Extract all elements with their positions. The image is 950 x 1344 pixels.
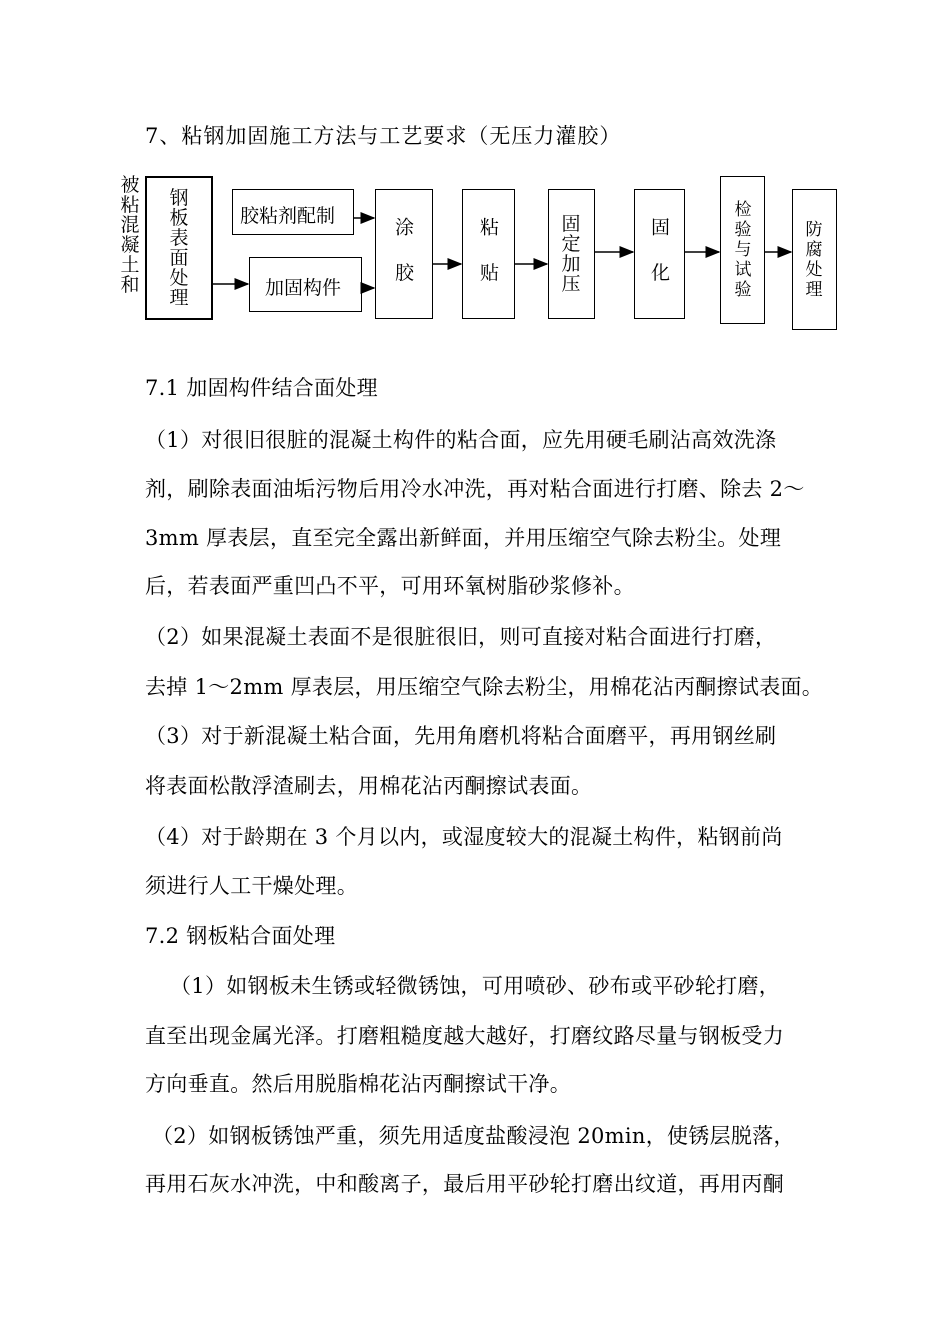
- paragraph-line: （2）如果混凝土表面不是很脏很旧，则可直接对粘合面进行打磨，: [145, 625, 777, 649]
- flow-side-label: 被粘混凝土和: [120, 174, 140, 296]
- paragraph-line: （1）如钢板未生锈或轻微锈蚀，可用喷砂、砂布或平砂轮打磨，: [170, 974, 781, 998]
- section-heading: 7、粘钢加固施工方法与工艺要求（无压力灌胶）: [145, 124, 622, 148]
- box-member-label: 加固构件: [265, 277, 342, 299]
- paragraph-line: （2）如钢板锈蚀严重，须先用适度盐酸浸泡 20min，使锈层脱落，: [152, 1124, 795, 1148]
- box-anticorrosion-label: 防腐处理: [805, 219, 823, 300]
- paragraph-line: 3mm 厚表层，直至完全露出新鲜面，并用压缩空气除去粉尘。处理: [145, 526, 782, 550]
- paragraph-line: 再用石灰水冲洗，中和酸离子，最后用平砂轮打磨出纹道，再用丙酮: [145, 1172, 784, 1196]
- box-stick-label: 粘 贴: [477, 216, 499, 292]
- paragraph-line: 方向垂直。然后用脱脂棉花沾丙酮擦试干净。: [145, 1072, 571, 1096]
- box-inspect-label: 检验与试验: [734, 200, 752, 300]
- box-steel-surface-label: 钢板表面处理: [169, 187, 189, 309]
- box-cure-label: 固 化: [648, 216, 670, 292]
- box-fix-press-label: 固定加压: [561, 213, 581, 295]
- paragraph-line: （1）对很旧很脏的混凝土构件的粘合面，应先用硬毛刷沾高效洗涤: [145, 428, 777, 452]
- paragraph-line: 剂，刷除表面油垢污物后用冷水冲洗，再对粘合面进行打磨、除去 2～: [145, 477, 805, 501]
- paragraph-line: 直至出现金属光泽。打磨粗糙度越大越好，打磨纹路尽量与钢板受力: [145, 1024, 784, 1048]
- paragraph-line: （4）对于龄期在 3 个月以内，或湿度较大的混凝土构件，粘钢前尚: [145, 825, 783, 849]
- paragraph-line: 将表面松散浮渣刷去，用棉花沾丙酮擦试表面。: [145, 774, 593, 798]
- paragraph-line: （3）对于新混凝土粘合面，先用角磨机将粘合面磨平，再用钢丝刷: [145, 724, 777, 748]
- paragraph-line: 去掉 1～2mm 厚表层，用压缩空气除去粉尘，用棉花沾丙酮擦试表面。: [145, 675, 824, 699]
- flow-arrows: [0, 0, 950, 345]
- section-7-2-title: 7.2 钢板粘合面处理: [145, 924, 336, 948]
- paragraph-line: 须进行人工干燥处理。: [145, 874, 358, 898]
- box-apply-glue-label: 涂 胶: [392, 216, 414, 292]
- paragraph-line: 后，若表面严重凹凸不平，可用环氧树脂砂浆修补。: [145, 574, 635, 598]
- process-flow-diagram: [0, 0, 950, 345]
- box-glue-prep-label: 胶粘剂配制: [240, 205, 336, 227]
- section-7-1-title: 7.1 加固构件结合面处理: [145, 376, 378, 400]
